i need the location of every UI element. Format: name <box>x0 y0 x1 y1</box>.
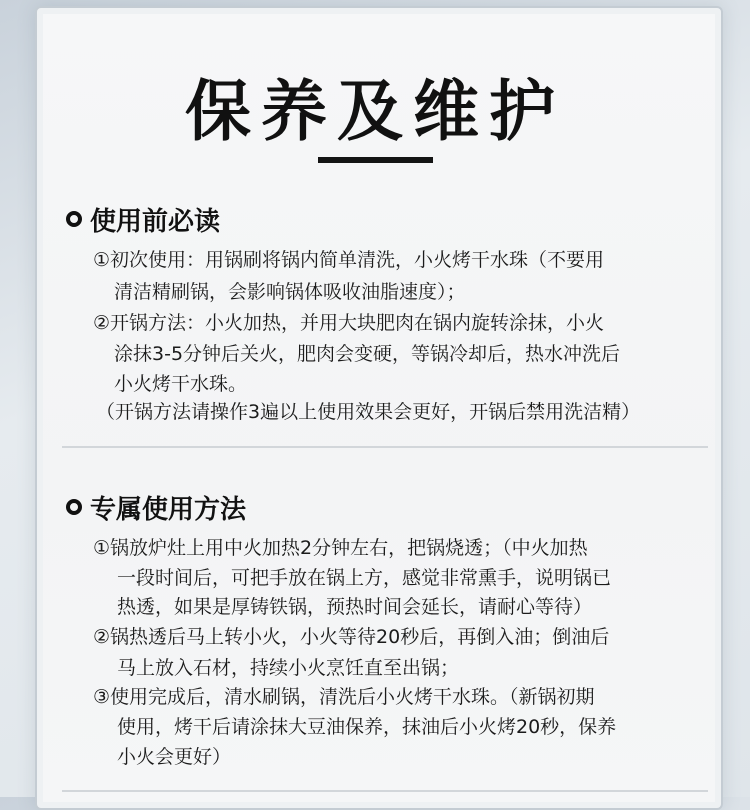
circle-bullet-icon <box>66 499 82 515</box>
text-line: 一段时间后，可把手放在锅上方，感觉非常熏手，说明锅已 <box>117 567 612 589</box>
text-line: 马上放入石材，持续小火烹饪直至出锅； <box>117 657 460 679</box>
text-line: ②开锅方法：小火加热，并用大块肥肉在锅内旋转涂抹，小火 <box>93 312 605 334</box>
text-line: 小火烤干水珠。 <box>114 373 248 395</box>
section-divider <box>62 790 708 792</box>
page-title: 保养及维护 <box>185 73 565 150</box>
note-line: （开锅方法请操作3遍以上使用效果会更好，开锅后禁用洗洁精） <box>96 401 641 423</box>
text-line: ①初次使用：用锅刷将锅内简单清洗，小火烤干水珠（不要用 <box>93 249 605 271</box>
text-line: 涂抹3-5分钟后关火，肥肉会变硬，等锅冷却后，热水冲洗后 <box>114 343 621 365</box>
text-line: ①锅放炉灶上用中火加热2分钟左右，把锅烧透；（中火加热 <box>93 537 588 559</box>
section-title: 专属使用方法 <box>90 494 247 525</box>
section-divider <box>62 446 708 448</box>
text-line: 清洁精刷锅，会影响锅体吸收油脂速度）； <box>114 281 466 303</box>
title-underline <box>318 157 433 163</box>
text-line: ②锅热透后马上转小火，小火等待20秒后，再倒入油；倒油后 <box>93 626 610 648</box>
text-line: ③使用完成后，清水刷锅，清洗后小火烤干水珠。（新锅初期 <box>93 686 595 708</box>
section-title: 使用前必读 <box>90 206 221 237</box>
section-heading-before-use <box>66 201 220 237</box>
text-line: 使用，烤干后请涂抹大豆油保养，抹油后小火烤20秒，保养 <box>117 716 617 738</box>
text-line: 热透，如果是厚铸铁锅，预热时间会延长，请耐心等待） <box>117 596 593 618</box>
circle-bullet-icon <box>66 211 82 227</box>
section-heading-usage-method <box>66 489 246 525</box>
text-line: 小火会更好） <box>117 746 232 768</box>
